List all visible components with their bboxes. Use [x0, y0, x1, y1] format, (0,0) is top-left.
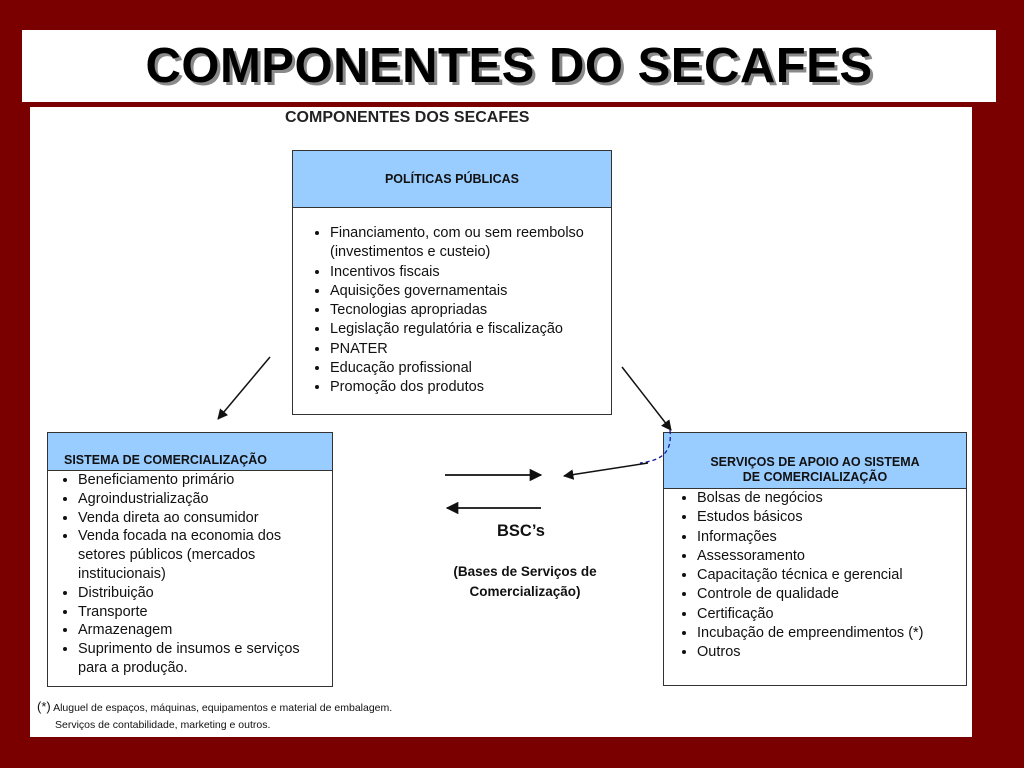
list-item: • Tecnologias apropriadas: [330, 301, 611, 320]
list-item: • Legislação regulatória e fiscalização: [330, 320, 611, 339]
list-item: • Beneficiamento primário: [78, 471, 332, 490]
list-item: • Incentivos fiscais: [330, 263, 611, 282]
bsc-description-line2: Comercialização): [469, 584, 581, 599]
list-item: • Distribuição: [78, 584, 332, 603]
list-item: • Informações: [697, 528, 966, 547]
list-item: • Capacitação técnica e gerencial: [697, 566, 966, 585]
list-item: • Certificação: [697, 605, 966, 624]
list-item: • Transporte: [78, 603, 332, 622]
list-item: • Promoção dos produtos: [330, 378, 611, 397]
footnote-line1: [37, 698, 392, 717]
arrow-servicos-to-bsc: [564, 463, 648, 476]
list-item: • Assessoramento: [697, 547, 966, 566]
list-item: • Venda direta ao consumidor: [78, 509, 332, 528]
list-item: • Aquisições governamentais: [330, 282, 611, 301]
slide-title: COMPONENTES DO SECAFES: [145, 39, 873, 93]
arrow-politicas-to-servicos: [622, 367, 671, 430]
list-item: • Armazenagem: [78, 621, 332, 640]
list-item: • PNATER: [330, 340, 611, 359]
arrow-politicas-to-sistema: [218, 357, 270, 419]
footnote-text1: Aluguel de espaços, máquinas, equipamentos e material de embalagem.: [53, 702, 393, 714]
sistema-comercializacao-header: SISTEMA DE COMERCIALIZAÇÃO: [48, 433, 332, 471]
servicos-apoio-header-line2: DE COMERCIALIZAÇÃO: [742, 470, 888, 484]
list-item: • Suprimento de insumos e serviços para a produção.: [78, 640, 332, 678]
servicos-apoio-header-line1: SERVIÇOS DE APOIO AO SISTEMA: [710, 455, 920, 469]
footnote-line2: Serviços de contabilidade, marketing e outros.: [55, 719, 271, 731]
list-item: • Incubação de empreendimentos (*): [697, 624, 966, 643]
list-item: • Venda focada na economia dos setores públicos (mercados institucionais): [78, 527, 332, 583]
footnote-marker: (*): [37, 699, 51, 714]
list-item: • Bolsas de negócios: [697, 489, 966, 508]
diagram-title: COMPONENTES DOS SECAFES: [285, 109, 530, 126]
bsc-label: BSC’s: [497, 522, 545, 540]
list-item: • Financiamento, com ou sem reembolso (investimentos e custeio): [330, 224, 611, 263]
dashed-link-servicos: [640, 430, 670, 463]
list-item: • Estudos básicos: [697, 508, 966, 527]
bsc-description-line1: (Bases de Serviços de: [453, 564, 597, 579]
list-item: • Controle de qualidade: [697, 585, 966, 604]
list-item: • Agroindustrialização: [78, 490, 332, 509]
list-item: • Outros: [697, 643, 966, 662]
list-item: • Educação profissional: [330, 359, 611, 378]
footnote: [37, 698, 392, 734]
politicas-publicas-header: POLÍTICAS PÚBLICAS: [293, 151, 611, 208]
